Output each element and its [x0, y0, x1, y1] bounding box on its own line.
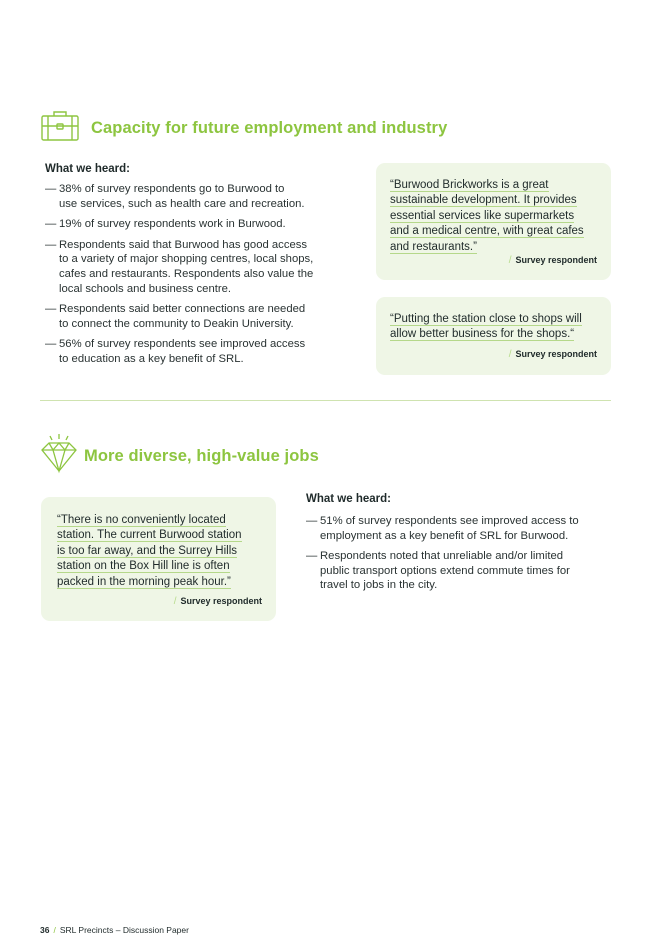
bullet-dash: — [45, 183, 57, 195]
what-we-heard-label: What we heard: [306, 493, 391, 505]
section-title: Capacity for future employment and industry [91, 119, 448, 137]
bullet-line: to education as a key benefit of SRL. [59, 352, 244, 365]
bullet-line: public transport options extend commute times for [320, 564, 570, 577]
bullet-list [45, 182, 345, 373]
bullet-dash: — [45, 238, 57, 251]
quote-card [41, 497, 276, 621]
quote-line: sustainable development. It provides [390, 194, 577, 207]
what-we-heard-label: What we heard: [45, 163, 130, 175]
bullet-item [306, 549, 606, 593]
bullet-dash: — [306, 515, 318, 527]
quote-line: packed in the morning peak hour.” [57, 575, 231, 588]
section-title: More diverse, high-value jobs [84, 447, 319, 465]
document-title: SRL Precincts – Discussion Paper [59, 925, 189, 935]
bullet-list [306, 514, 606, 599]
bullet-line: 19% of survey respondents work in Burwood. [59, 218, 286, 231]
diamond-icon [40, 432, 78, 474]
bullet-line: Respondents noted that unreliable and/or limited [320, 550, 564, 563]
bullet-item [45, 337, 345, 366]
quote-card [376, 297, 611, 375]
section-divider [40, 400, 611, 401]
briefcase-icon [40, 110, 80, 142]
quote-line: station on the Box Hill line is often [57, 560, 230, 573]
bullet-line: Respondents said better connections are needed [59, 303, 306, 316]
bullet-line: to a variety of major shopping centres, local shops, [59, 253, 314, 266]
bullet-line: cafes and restaurants. Respondents also value the [59, 267, 314, 280]
bullet-item [45, 182, 345, 211]
bullet-line: use services, such as health care and recreation. [59, 197, 305, 210]
quote-attribution: / Survey respondent [508, 255, 597, 266]
bullet-line: 51% of survey respondents see improved access to [320, 515, 579, 527]
quote-text [390, 312, 582, 343]
quote-line: is too far away, and the Surrey Hills [57, 544, 238, 557]
quote-line: allow better business for the shops.“ [390, 328, 575, 341]
bullet-line: 38% of survey respondents go to Burwood to [59, 183, 285, 195]
bullet-item [306, 514, 606, 543]
bullet-line: to connect the community to Deakin University. [59, 317, 294, 330]
quote-attribution: / Survey respondent [508, 349, 597, 360]
quote-line: and a medical centre, with great cafes [390, 225, 584, 238]
page-footer: 36 / SRL Precincts – Discussion Paper [40, 925, 189, 935]
quote-text [390, 178, 584, 255]
quote-line: “Burwood Brickworks is a great [390, 179, 549, 191]
bullet-dash: — [45, 303, 57, 316]
page-number: 36 [40, 925, 50, 935]
bullet-line: employment as a key benefit of SRL for Burwood. [320, 529, 569, 542]
bullet-dash: — [306, 550, 318, 563]
bullet-dash: — [45, 338, 57, 351]
quote-line: and restaurants.” [390, 240, 477, 253]
quote-text [57, 513, 242, 590]
quote-attribution: / Survey respondent [173, 596, 262, 607]
quote-card [376, 163, 611, 280]
quote-line: essential services like supermarkets [390, 209, 575, 222]
bullet-line: local schools and business centre. [59, 282, 232, 295]
quote-line: station. The current Burwood station [57, 529, 242, 542]
bullet-line: 56% of survey respondents see improved access [59, 338, 306, 351]
bullet-item [45, 238, 345, 296]
bullet-item [45, 302, 345, 331]
bullet-item [45, 217, 345, 232]
bullet-line: travel to jobs in the city. [320, 579, 438, 592]
bullet-dash: — [45, 218, 57, 231]
quote-line: “Putting the station close to shops will [390, 313, 582, 325]
bullet-line: Respondents said that Burwood has good access [59, 238, 308, 251]
quote-line: “There is no conveniently located [57, 514, 226, 526]
